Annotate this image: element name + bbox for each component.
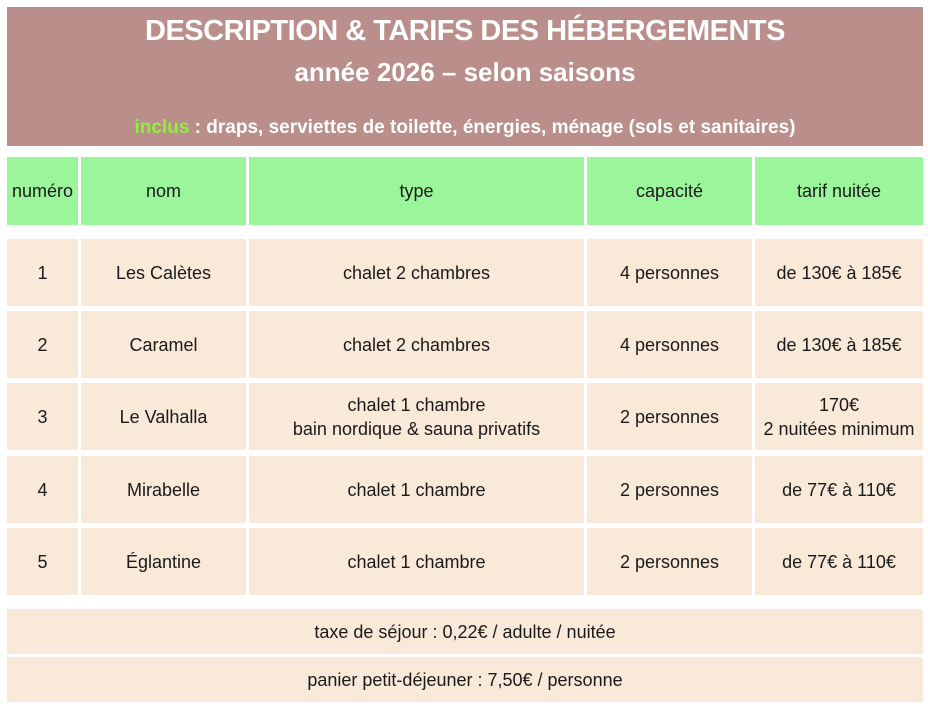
- row-capacite: 4 personnes: [587, 311, 752, 378]
- breakfast-note: panier petit-déjeuner : 7,50€ / personne: [7, 657, 923, 702]
- row-numero: 3: [7, 383, 78, 450]
- row-numero: 4: [7, 456, 78, 523]
- tourist-tax-note: taxe de séjour : 0,22€ / adulte / nuitée: [7, 609, 923, 654]
- page-subtitle: année 2026 – selon saisons: [294, 57, 636, 87]
- row-nom: Les Calètes: [81, 239, 246, 306]
- row-tarif-line: de 77€ à 110€: [782, 479, 896, 500]
- row-tarif: [755, 239, 923, 306]
- row-type: [249, 311, 584, 378]
- row-type: [249, 239, 584, 306]
- row-numero: 2: [7, 311, 78, 378]
- row-type: [249, 456, 584, 523]
- row-numero: 1: [7, 239, 78, 306]
- row-tarif-line: de 130€ à 185€: [776, 262, 902, 283]
- row-numero: 5: [7, 528, 78, 595]
- included-text: : draps, serviettes de toilette, énergies, ménage (sols et sanitaires): [189, 117, 796, 138]
- row-type-line: chalet 1 chambre: [347, 479, 486, 500]
- column-header-nom: nom: [81, 157, 246, 225]
- row-type-line: chalet 2 chambres: [342, 262, 491, 283]
- row-nom: Caramel: [81, 311, 246, 378]
- column-header-capacite: capacité: [587, 157, 752, 225]
- row-tarif-line: de 77€ à 110€: [782, 551, 896, 572]
- row-tarif: [755, 383, 923, 450]
- row-capacite: 4 personnes: [587, 239, 752, 306]
- included-label: inclus: [134, 117, 190, 138]
- column-header-numero: numéro: [7, 157, 78, 225]
- column-header-type: type: [249, 157, 584, 225]
- row-nom: Le Valhalla: [81, 383, 246, 450]
- row-nom: Églantine: [81, 528, 246, 595]
- row-type-line: chalet 1 chambre: [347, 551, 486, 572]
- row-tarif: [755, 456, 923, 523]
- row-tarif-line: de 130€ à 185€: [776, 334, 902, 355]
- row-tarif: [755, 311, 923, 378]
- included-note: [7, 117, 923, 139]
- row-type: [249, 528, 584, 595]
- row-type: [249, 383, 584, 450]
- row-capacite: 2 personnes: [587, 383, 752, 450]
- row-type-line: chalet 2 chambres: [342, 334, 491, 355]
- row-tarif-line: 170€: [818, 394, 860, 415]
- page-header: [7, 7, 923, 146]
- column-header-tarif: tarif nuitée: [755, 157, 923, 225]
- row-type-line: chalet 1 chambre: [347, 394, 486, 415]
- page-title: DESCRIPTION & TARIFS DES HÉBERGEMENTS: [145, 15, 785, 47]
- row-tarif: [755, 528, 923, 595]
- row-type-line: bain nordique & sauna privatifs: [292, 418, 541, 439]
- row-capacite: 2 personnes: [587, 456, 752, 523]
- row-capacite: 2 personnes: [587, 528, 752, 595]
- row-nom: Mirabelle: [81, 456, 246, 523]
- row-tarif-line: 2 nuitées minimum: [763, 418, 915, 439]
